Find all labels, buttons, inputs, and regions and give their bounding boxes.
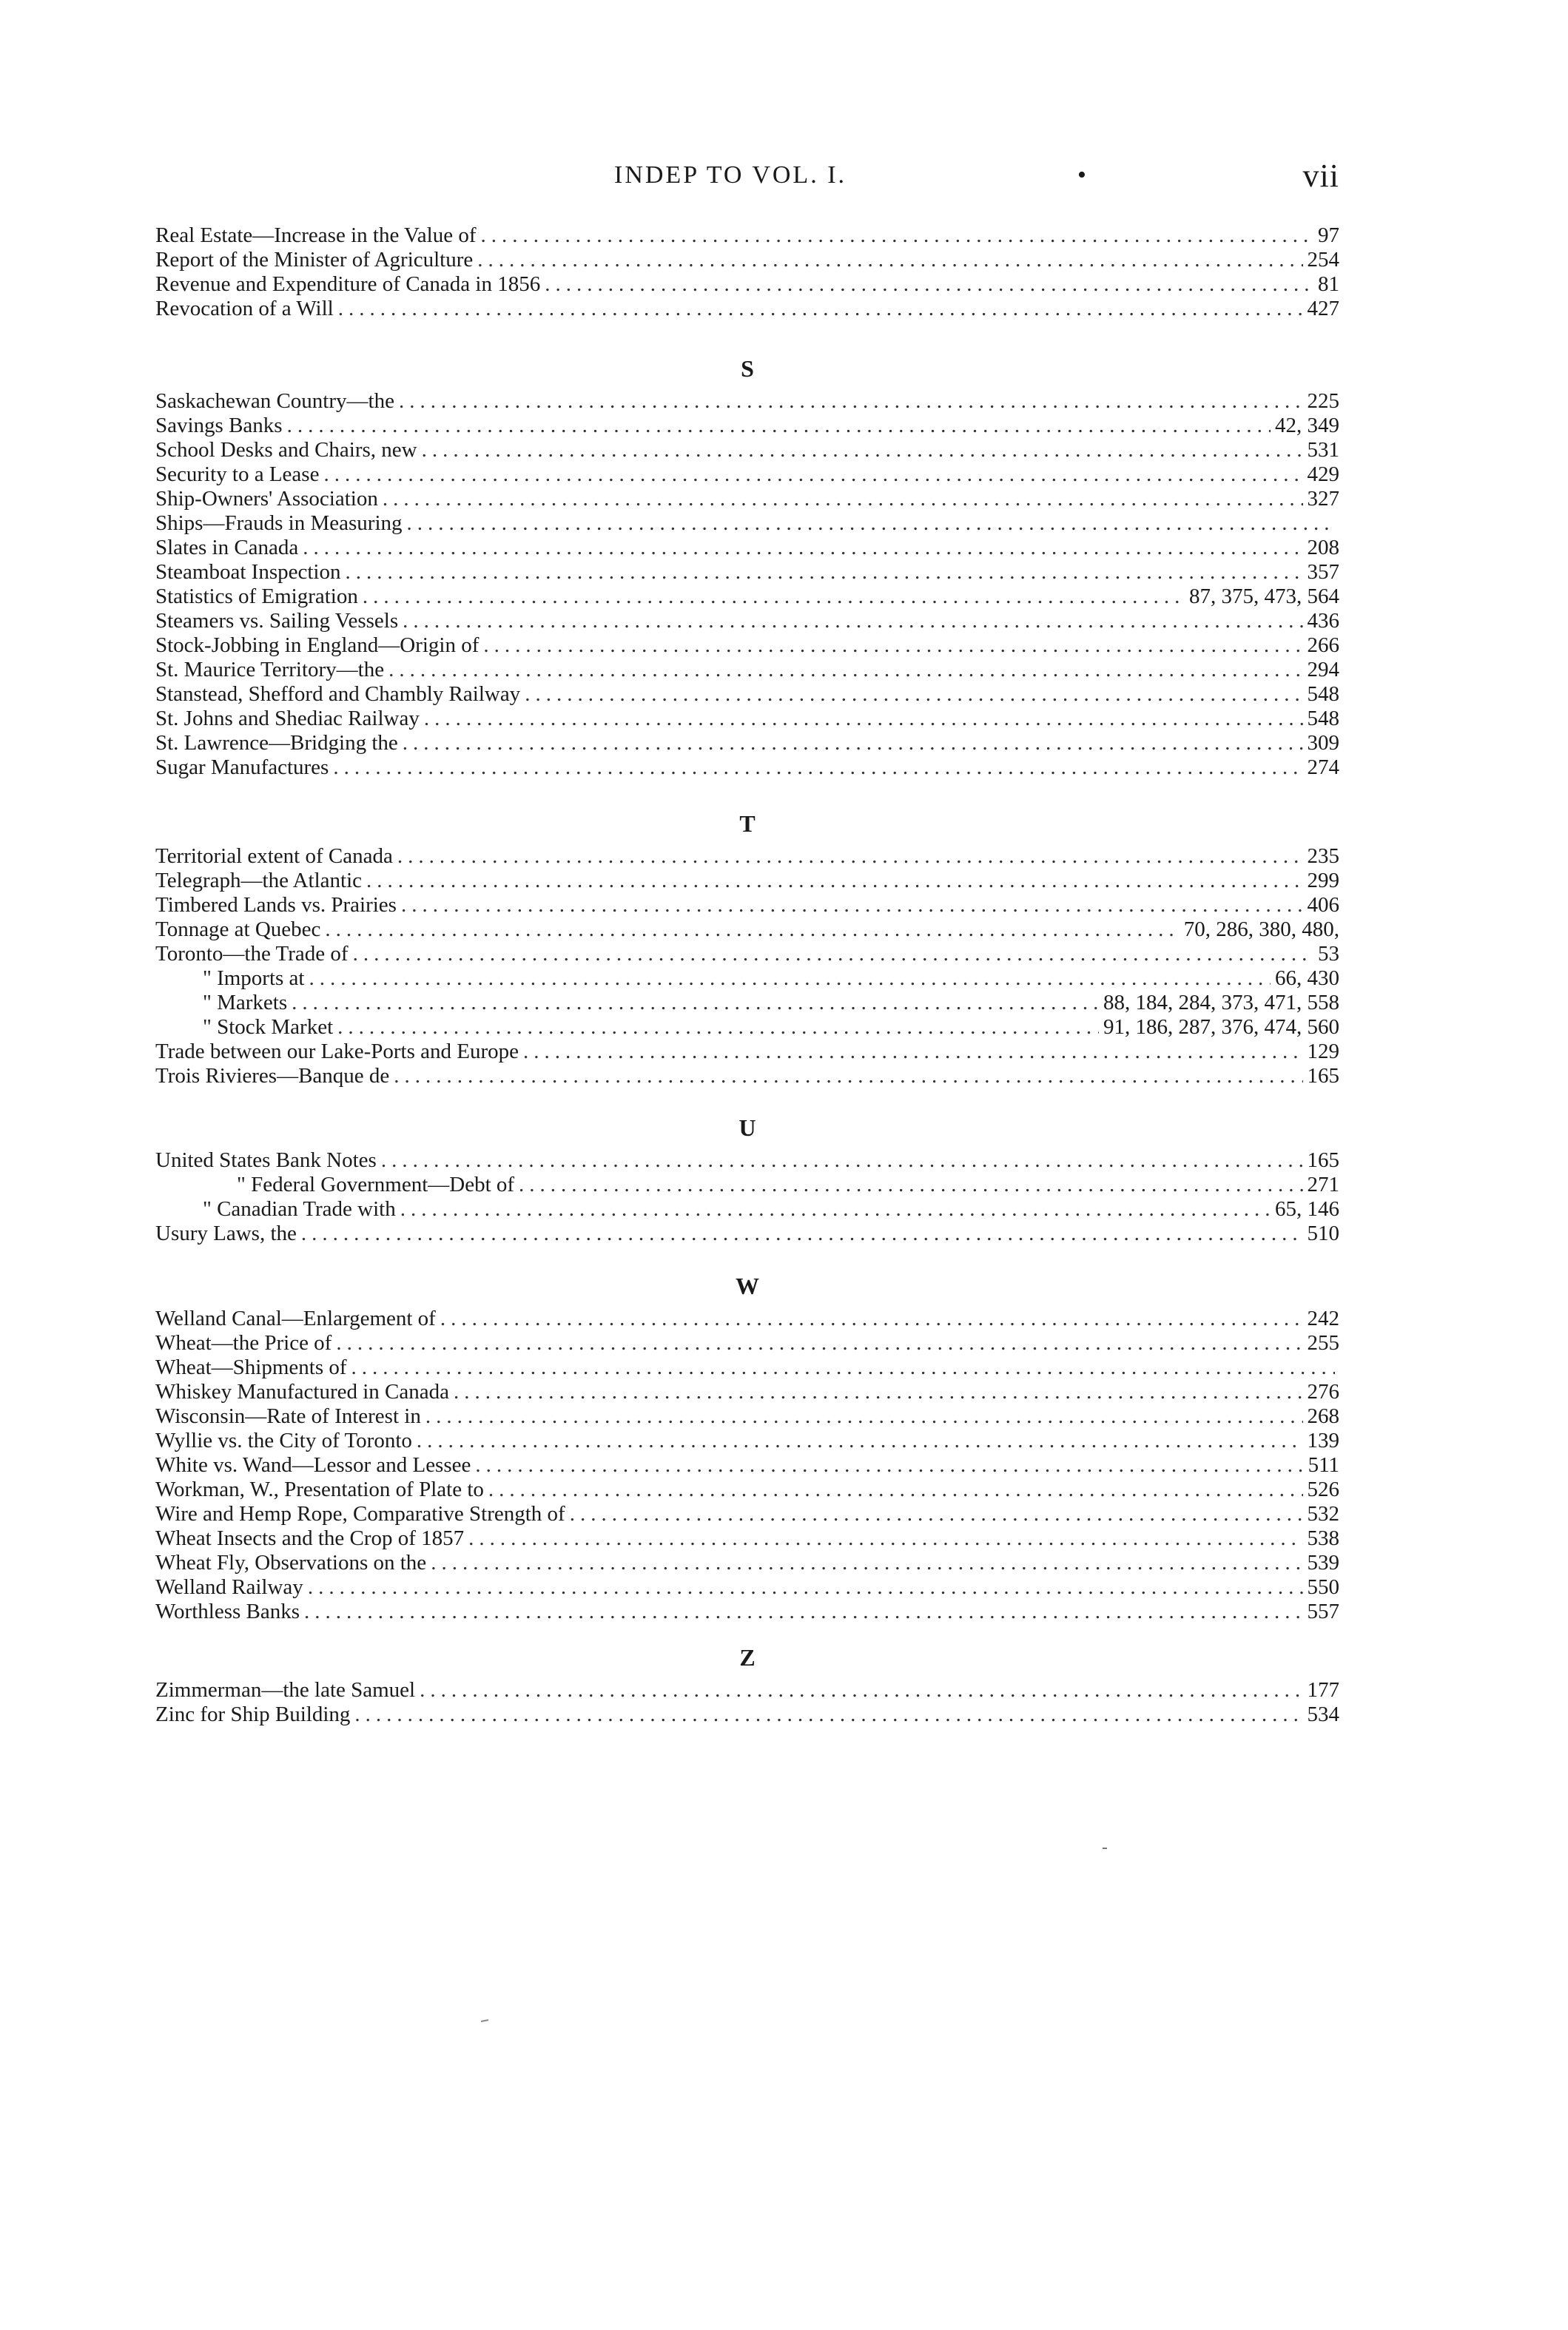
entry-label: Wire and Hemp Rope, Comparative Strength of <box>155 1502 565 1526</box>
entry-label: Slates in Canada <box>155 536 299 559</box>
entry-page-refs: 53 <box>1318 942 1339 966</box>
entry-label: Revocation of a Will <box>155 297 334 320</box>
entry-label: " Imports at <box>203 966 305 990</box>
entry-page-refs: 276 <box>1307 1380 1339 1404</box>
entry-page-refs: 254 <box>1307 248 1339 272</box>
entry-page-refs: 436 <box>1307 609 1339 633</box>
entry-label: Wheat—the Price of <box>155 1331 332 1355</box>
entry-label: Stanstead, Shefford and Chambly Railway <box>155 682 521 706</box>
entry-label: " Stock Market <box>203 1015 334 1039</box>
entry-label: Ships—Frauds in Measuring <box>155 511 403 535</box>
entry-label: Usury Laws, the <box>155 1222 297 1245</box>
entry-label: Wyllie vs. the City of Toronto <box>155 1429 412 1452</box>
entry-page-refs: 81 <box>1318 272 1339 296</box>
entry-page-refs: 42, 349 <box>1275 414 1339 437</box>
entry-label: Trade between our Lake-Ports and Europe <box>155 1040 519 1063</box>
entry-label: Security to a Lease <box>155 462 320 486</box>
page-number: vii <box>1302 158 1339 194</box>
entry-page-refs: 242 <box>1307 1307 1339 1330</box>
entry-label: Steamboat Inspection <box>155 560 341 584</box>
entry-label: Timbered Lands vs. Prairies <box>155 893 397 917</box>
entry-page-refs: 532 <box>1307 1502 1339 1526</box>
entry-label: Report of the Minister of Agriculture <box>155 248 474 272</box>
entry-label: " Federal Government—Debt of <box>237 1173 515 1196</box>
entry-page-refs: 91, 186, 287, 376, 474, 560 <box>1103 1015 1339 1039</box>
entry-page-refs: 550 <box>1307 1575 1339 1599</box>
entry-label: Saskachewan Country—the <box>155 389 394 413</box>
entry-label: St. Lawrence—Bridging the <box>155 731 398 755</box>
entry-label: Real Estate—Increase in the Value of <box>155 223 477 247</box>
entry-label: Workman, W., Presentation of Plate to <box>155 1478 484 1501</box>
entry-page-refs: 539 <box>1307 1551 1339 1575</box>
entry-label: Sugar Manufactures <box>155 755 329 779</box>
section-letter: T <box>739 810 756 837</box>
entry-label: Wheat Insects and the Crop of 1857 <box>155 1526 465 1550</box>
entry-page-refs: 87, 375, 473, 564 <box>1189 585 1339 608</box>
section-letter: Z <box>739 1644 756 1671</box>
entry-label: Zinc for Ship Building <box>155 1703 351 1726</box>
entry-label: Savings Banks <box>155 414 283 437</box>
entry-label: Welland Canal—Enlargement of <box>155 1307 436 1330</box>
section-letter: U <box>738 1114 756 1141</box>
entry-page-refs: 531 <box>1307 438 1339 462</box>
entry-label: Telegraph—the Atlantic <box>155 869 363 892</box>
entry-label: Wisconsin—Rate of Interest in <box>155 1404 421 1428</box>
entry-page-refs: 429 <box>1307 462 1339 486</box>
entry-label: Wheat—Shipments of <box>155 1356 347 1379</box>
section-letter: S <box>741 355 754 382</box>
entry-page-refs: 548 <box>1307 682 1339 706</box>
entry-page-refs: 268 <box>1307 1404 1339 1428</box>
entry-page-refs: 97 <box>1318 223 1339 247</box>
entry-page-refs: 65, 146 <box>1275 1197 1339 1221</box>
entry-label: Welland Railway <box>155 1575 303 1599</box>
entry-label: St. Johns and Shediac Railway <box>155 707 420 730</box>
entry-page-refs: 534 <box>1307 1703 1339 1726</box>
entry-page-refs: 538 <box>1307 1526 1339 1550</box>
entry-page-refs: 208 <box>1307 536 1339 559</box>
entry-page-refs: 526 <box>1307 1478 1339 1501</box>
scan-speck <box>481 2020 488 2021</box>
entry-page-refs: 165 <box>1307 1064 1339 1088</box>
entry-label: St. Maurice Territory—the <box>155 658 385 681</box>
entry-label: Wheat Fly, Observations on the <box>155 1551 427 1575</box>
entry-label: Tonnage at Quebec <box>155 917 321 941</box>
entry-page-refs: 299 <box>1307 869 1339 892</box>
entry-label: " Markets <box>203 991 288 1014</box>
entry-label: United States Bank Notes <box>155 1148 377 1172</box>
entry-label: Steamers vs. Sailing Vessels <box>155 609 399 633</box>
entry-label: Revenue and Expenditure of Canada in 1856 <box>155 272 541 296</box>
entry-label: Worthless Banks <box>155 1600 300 1623</box>
entry-page-refs: 557 <box>1307 1600 1339 1623</box>
entry-page-refs: 327 <box>1307 487 1339 511</box>
entry-label: Toronto—the Trade of <box>155 942 349 966</box>
entry-label: School Desks and Chairs, new <box>155 438 417 462</box>
entry-label: White vs. Wand—Lessor and Lessee <box>155 1453 471 1477</box>
entry-page-refs: 139 <box>1307 1429 1339 1452</box>
entry-label: Trois Rivieres—Banque de <box>155 1064 390 1088</box>
entry-page-refs: 70, 286, 380, 480, <box>1183 917 1339 941</box>
entry-page-refs: 548 <box>1307 707 1339 730</box>
entry-page-refs: 165 <box>1307 1148 1339 1172</box>
entry-label: Zimmerman—the late Samuel <box>155 1678 416 1702</box>
entry-page-refs: 66, 430 <box>1275 966 1339 990</box>
section-letter: W <box>736 1273 759 1299</box>
entry-page-refs: 177 <box>1307 1678 1339 1702</box>
running-head-mark: • <box>1077 161 1086 189</box>
entry-page-refs: 225 <box>1307 389 1339 413</box>
entry-page-refs: 427 <box>1307 297 1339 320</box>
entry-label: " Canadian Trade with <box>203 1197 396 1221</box>
entry-label: Ship-Owners' Association <box>155 487 378 511</box>
running-head-title: INDEP TO VOL. I. <box>614 161 847 189</box>
entry-page-refs: 511 <box>1308 1453 1339 1477</box>
entry-page-refs: 88, 184, 284, 373, 471, 558 <box>1103 991 1339 1014</box>
entry-page-refs: 309 <box>1307 731 1339 755</box>
entry-page-refs: 510 <box>1307 1222 1339 1245</box>
entry-page-refs: 266 <box>1307 633 1339 657</box>
entry-page-refs: 274 <box>1307 755 1339 779</box>
entry-page-refs: 235 <box>1307 844 1339 868</box>
entry-page-refs: 294 <box>1307 658 1339 681</box>
entry-label: Territorial extent of Canada <box>155 844 393 868</box>
entry-page-refs: 406 <box>1307 893 1339 917</box>
entry-page-refs: 357 <box>1307 560 1339 584</box>
entry-label: Statistics of Emigration <box>155 585 358 608</box>
entry-label: Stock-Jobbing in England—Origin of <box>155 633 480 657</box>
entry-page-refs: 129 <box>1307 1040 1339 1063</box>
entry-page-refs: 271 <box>1307 1173 1339 1196</box>
entry-page-refs: 255 <box>1307 1331 1339 1355</box>
entry-label: Whiskey Manufactured in Canada <box>155 1380 449 1404</box>
